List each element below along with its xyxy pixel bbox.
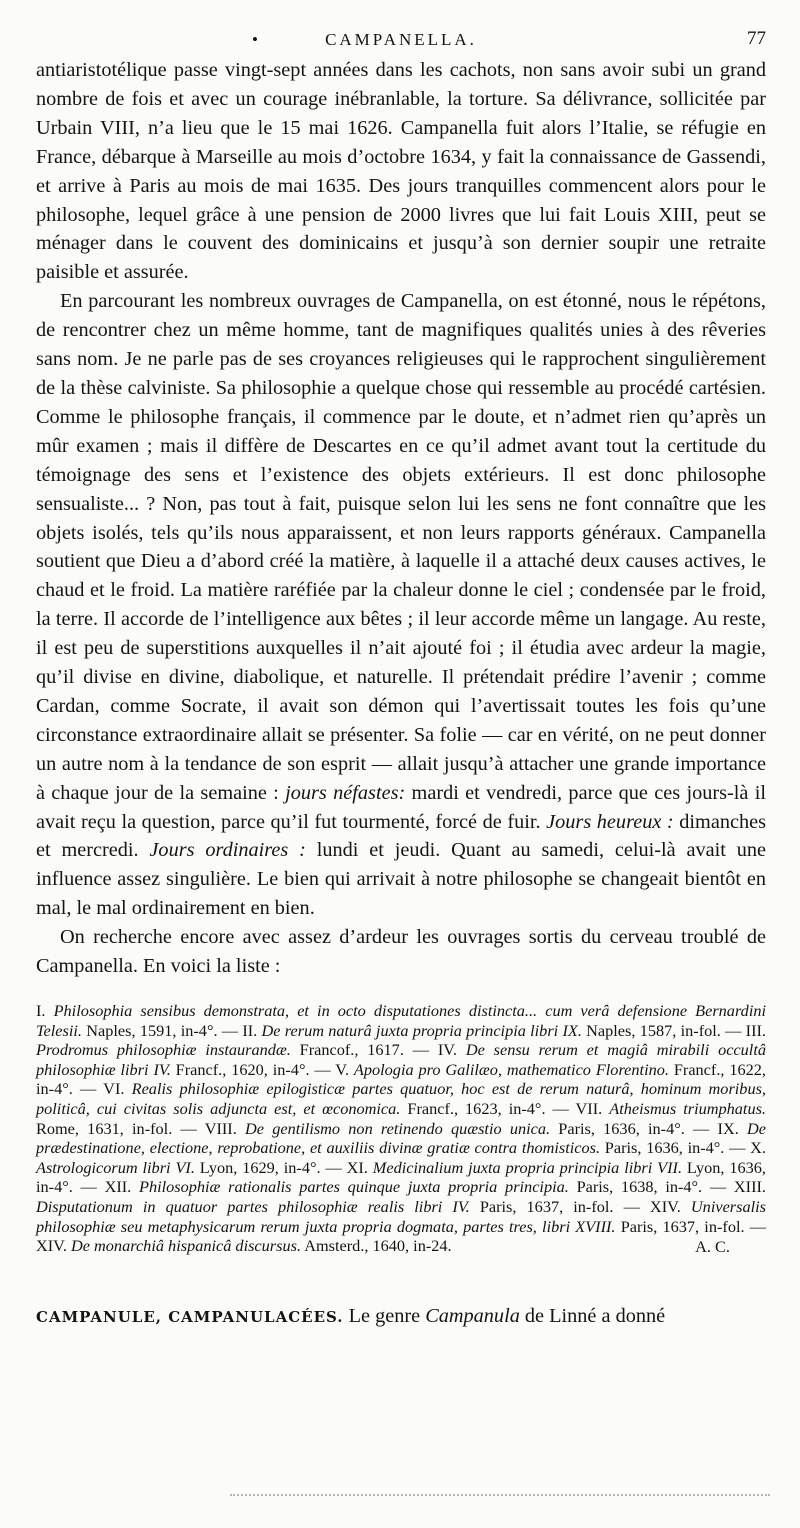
paragraph-3 [36, 923, 766, 981]
text-run: Francf., 1623, in-4°. — VII. [400, 1098, 610, 1118]
italic-run: Philosophia sensibus demonstrata, et in octo disputationes distincta... cum verâ defensione Bernardini Telesii. [36, 1001, 767, 1040]
italic-run: De gentilismo non retinendo quæstio unica. [245, 1118, 551, 1138]
footer-divider [230, 1494, 770, 1496]
header-mark: • [252, 30, 258, 49]
text-run: dimanches et mercredi. [36, 810, 766, 862]
text-run: Francof., 1617. — IV. [290, 1040, 466, 1060]
article-body [36, 56, 766, 981]
text-run: Paris, 1638, in-4°. — XIII. [568, 1177, 766, 1197]
paragraph-1 [36, 56, 766, 287]
text-run: Paris, 1636, in-4°. — IX. [550, 1118, 748, 1138]
italic-run: De sensu rerum et magiâ mirabili occultâ philosophiæ libri IV. [36, 1040, 766, 1079]
italic-run: Jours heureux : [546, 810, 674, 833]
text-run: Lyon, 1636, in-4°. — XII. [36, 1157, 766, 1197]
text-run: mardi et vendredi, parce que ces jours-là il avait reçu la question, parce qu’il fut tourmenté, forcé de fuir. [36, 781, 766, 833]
paragraph-2 [36, 287, 766, 923]
text-run: Paris, 1636, in-4°. — X. [600, 1138, 766, 1158]
text-run: Lyon, 1629, in-4°. — XI. [194, 1157, 373, 1177]
italic-run: De rerum naturâ juxta propria principia libri IX. [261, 1020, 582, 1040]
running-title: CAMPANELLA. [325, 30, 477, 49]
page-number: 77 [747, 28, 766, 49]
italic-run: jours néfastes: [285, 781, 406, 804]
text-run: I. [36, 1001, 54, 1020]
italic-run: De prædestinatione, electione, reprobatione, et auxiliis divinæ gratiæ contra thomisticos. [36, 1118, 766, 1158]
text-run: Paris, 1637, in-fol. — XIV. [36, 1216, 767, 1256]
italic-run: Prodromus philosophiæ instaurandæ. [36, 1040, 291, 1060]
italic-run: Universalis philosophiæ seu metaphysicarum rerum juxta propria dogmata, partes tres, libri XVIII. [36, 1196, 766, 1236]
author-signature: A. C. [695, 1236, 730, 1256]
italic-run: Apologia pro Galilæo, mathematico Florentino. [353, 1059, 669, 1079]
italic-run: Atheismus triumphatus. [609, 1098, 766, 1118]
italic-run: Realis philosophiæ epilogisticæ partes quatuor, hoc est de rerum naturâ, hominum moribus, politicâ, cui civitas solis adjuncta est, et œconomica. [36, 1079, 766, 1118]
italic-run: Campanula [425, 1305, 520, 1328]
next-entry [36, 1302, 766, 1331]
text-run: antiaristotélique passe vingt-sept années dans les cachots, non sans avoir subi un grand nombre de fois et avec un courage inébranlable, la torture. Sa délivrance, sollicitée par Urbain VIII, n’a lieu que le 15 mai 1626. Campanella fuit alors l’Italie, se réfugie en France, débarque à Marseille au mois d’octobre 1634, y fait la connaissance de Gassendi, et arrive à Paris au mois de mai 1635. Des jours tranquilles commencent alors pour le philosophe, lequel grâce à une pension de 2000 livres que lui fait Louis XIII, peut se ménager dans le couvent des dominicains et jusqu’à son dernier soupir une retraite paisible et assurée. [36, 59, 766, 284]
italic-run: Jours ordinaires : [149, 839, 306, 862]
entry-text [344, 1305, 666, 1327]
italic-run: Astrologicorum libri VI. [36, 1157, 195, 1177]
italic-run: Medicinalium juxta propria principia libri VII. [372, 1157, 683, 1177]
running-header [36, 22, 766, 56]
italic-run: Philosophiæ rationalis partes quinque juxta propria principia. [139, 1177, 569, 1197]
bibliography-list [36, 1001, 766, 1256]
book-page [36, 22, 766, 1331]
text-run: Francf., 1622, in-4°. — VI. [36, 1059, 766, 1099]
text-run: Amsterd., 1640, in-24. [301, 1236, 452, 1256]
entry-headword: CAMPANULE, CAMPANULACÉES. [36, 1308, 344, 1327]
text-run: Paris, 1637, in-fol. — XIV. [469, 1196, 691, 1216]
text-run: Francf., 1620, in-4°. — V. [170, 1059, 354, 1079]
text-run: lundi et jeudi. Quant au samedi, celui-là avait une influence assez singulière. Le bien qui arrivait à notre philosophe se changeait bientôt en mal, le mal ordinairement en bien. [36, 839, 766, 920]
italic-run: Disputationum in quatuor partes philosophiæ realis libri IV. [36, 1196, 470, 1216]
text-run: Le genre [343, 1305, 426, 1328]
text-run: Naples, 1591, in-4°. — II. [82, 1020, 262, 1040]
text-run: En parcourant les nombreux ouvrages de Campanella, on est étonné, nous le répétons, de rencontrer chez un même homme, tant de magnifiques qualités unies à des rêveries sans nom. Je ne parle pas de ses croyances religieuses qui le rapprochent singulièrement de la thèse calviniste. Sa philosophie a quelque chose qui ressemble au procédé cartésien. Comme le philosophe français, il commence par le doute, et n’admet rien qu’après un mûr examen ; mais il diffère de Descartes en ce qu’il admet avant tout la certitude du témoignage des sens et l’existence des objets extérieurs. Il est donc philosophe sensualiste... ? Non, pas tout à fait, puisque selon lui les sens ne font connaître que les objets isolés, tels qu’ils nous apparaissent, et non leurs rapports généraux. Campanella soutient que Dieu a d’abord créé la matière, à laquelle il a attaché deux causes actives, le chaud et le froid. La matière raréfiée par la chaleur donne le ciel ; condensée par le froid, la terre. Il accorde de l’intelligence aux bêtes ; il leur accorde même un langage. Au reste, il est peu de superstitions auxquelles il n’ait ajouté foi ; il étudia avec ardeur la magie, qu’il divise en divine, diabolique, et naturelle. Il prétendait prédire l’avenir ; comme Cardan, comme Socrate, il avait son démon qui l’avertissait toutes les fois qu’une circonstance extraordinaire allait se présenter. Sa folie — car en vérité, on ne peut donner un autre nom à la tendance de son esprit — allait jusqu’à attacher une grande importance à chaque jour de la semaine : [36, 290, 766, 804]
text-run: On recherche encore avec assez d’ardeur les ouvrages sortis du cerveau troublé de Campanella. En voici la liste : [36, 926, 766, 978]
italic-run: De monarchiâ hispanicâ discursus. [70, 1236, 302, 1256]
text-run: Rome, 1631, in-fol. — VIII. [36, 1118, 246, 1138]
text-run: Naples, 1587, in-fol. — III. [581, 1020, 767, 1040]
text-run: de Linné a donné [519, 1305, 666, 1328]
